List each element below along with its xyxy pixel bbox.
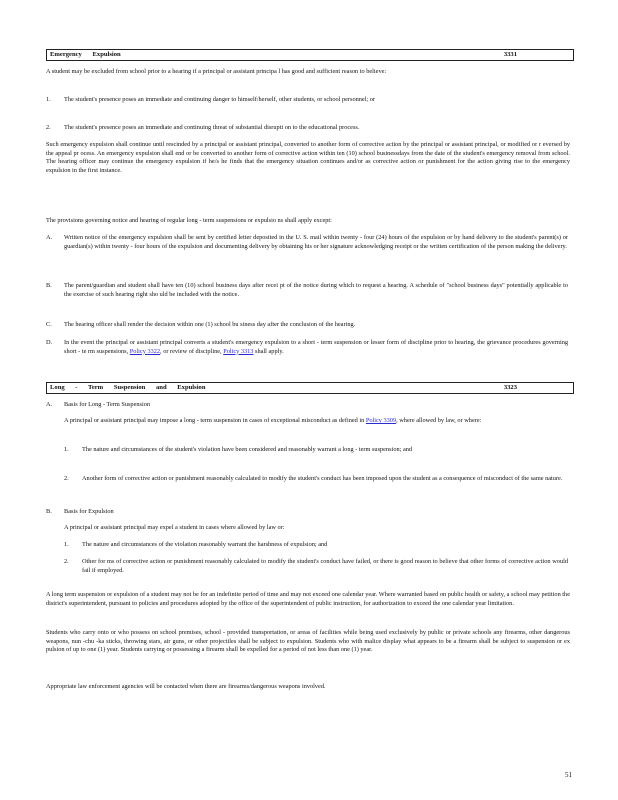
section-code: 3323 — [503, 384, 517, 391]
list-item: The hearing officer shall render the decision within one (1) school bu siness day after the conclusion of the hearing. — [64, 321, 356, 328]
page-number: 51 — [565, 771, 572, 779]
paragraph: A principal or assistant principal may expel a student in cases where allowed by law or: — [64, 524, 285, 531]
list-item — [64, 339, 568, 356]
list-number: 2. — [46, 124, 51, 131]
subsection-title: Basis for Expulsion — [64, 508, 114, 515]
paragraph: A long term suspension or expulsion of a student may not be for an indefinite period of time and may not exceed one calendar year. Where warranted based on public health or safety, a school may petition the district's superintendent, pursuant to policies and procedures adopted by the office of the superintendent of public instruction, for authorization to exceed the one calendar year limitation. — [46, 591, 570, 607]
list-letter: C. — [46, 321, 52, 328]
item-text: , or review of discipline, — [160, 347, 222, 355]
list-item: Other for ms of corrective action or punishment reasonably calculated to modify the student's conduct have failed, or there is good reason to believe that other forms of corrective action would fail if employed. — [82, 558, 568, 574]
policy-3322-link[interactable]: Policy 3322 — [129, 347, 161, 355]
paragraph: Such emergency expulsion shall continue until rescinded by a principal or assistant principal, converted to another form of corrective action by the principal or assistant principal, or modified or r eversed by the appeal pr ocess. An emergency expulsion shall end or be converted to another form of corrective action within ten (10) school businessdays from the date of the student's emergency removal from school. The hearing officer may continue the emergency expulsion if he/s he finds that the emergency situation continues and/or as corrective action or punishment for the action giving rise to the emergency expulsion in the first instance. — [46, 141, 570, 174]
paragraph: The provisions governing notice and hearing of regular long - term suspensions or expulsio ns shall apply except: — [46, 217, 332, 224]
section-header-emergency-expulsion — [46, 49, 574, 61]
list-item: The nature and circumstances of the violation reasonably warrant the harshness of expulsion; and — [82, 541, 328, 548]
paragraph: Appropriate law enforcement agencies will be contacted when there are firearms/dangerous weapons involved. — [46, 683, 326, 690]
list-item: The student's presence poses an immediate and continuing threat of substantial disrupti on to the educational process. — [64, 124, 360, 131]
list-letter: B. — [46, 282, 52, 289]
list-item: Another form of corrective action or punishment reasonably calculated to modify the student's conduct has been imposed upon the student as a consequence of misconduct of the same nature. — [82, 475, 563, 482]
list-letter: A. — [46, 234, 53, 241]
policy-3309-link[interactable]: Policy 3309 — [365, 417, 397, 424]
section-title: Emergency Expulsion — [50, 51, 121, 58]
policy-3313-link[interactable]: Policy 3313 — [223, 347, 254, 355]
paragraph-text: A principal or assistant principal may impose a long - term suspension in cases of exceptional misconduct as defined in — [64, 417, 365, 424]
section-code: 3331 — [503, 51, 517, 58]
list-number: 2. — [64, 475, 69, 482]
subsection-title: Basis for Long - Term Suspension — [64, 401, 151, 408]
item-text: shall apply. — [255, 347, 284, 355]
list-number: 1. — [64, 541, 69, 548]
list-number: 1. — [46, 96, 51, 103]
list-item: The parent/guardian and student shall have ten (10) school business days after recei pt of the notice during which to request a hearing. A schedule of "school business days" potentially applicable to the exercise of such hearing right sho uld be included with the notice. — [64, 282, 568, 298]
list-number: 2. — [64, 558, 69, 565]
paragraph-text: , where allowed by law, or where: — [396, 417, 482, 424]
section-title: Long - Term Suspension and Expulsion — [50, 384, 206, 391]
list-number: 1. — [64, 446, 69, 453]
intro-paragraph: A student may be excluded from school prior to a hearing if a principal or assistant principa l has good and sufficient reason to believe: — [46, 68, 387, 75]
list-item: The nature and circumstances of the student's violation have been considered and reasonably warrant a long - term suspension; and — [82, 446, 413, 453]
paragraph: Students who carry onto or who possess on school premises, school - provided transportation, or areas of facilities while being used exclusively by public or private schools any firearms, other dangerous weapons, nun -chu -ka sticks, throwing stars, air guns, or other projectiles shall be subject to expulsion. Students who with malice display what appears to be a firearm shall be subject to suspension or ex pulsion of up to one (1) year. Students carrying or possessing a firearm shall be expelled for a period of not less than one (1) year. — [46, 629, 570, 654]
list-letter: A. — [46, 401, 53, 408]
item-text: In the event the principal or assistant principal converts a student's emergency expulsion to a short - term suspension or lesser form of discipline prior to hearing, the grievance procedures governing short - te rm suspensions, — [64, 339, 568, 355]
list-item: Written notice of the emergency expulsion shall be sent by certified letter deposited in the U. S. mail within twenty - four (24) hours of the expulsion or by hand delivery to the student's parent(s) or guardian(s) within twenty - four hours of the expulsion and documenting delivery by obtaining his or her signature acknowledging receipt or the written certification of the person making the delivery. — [64, 234, 568, 250]
list-letter: B. — [46, 508, 52, 515]
list-item: The student's presence poses an immediate and continuing danger to himself/herself, other students, or school personnel; or — [64, 96, 376, 103]
section-header-long-term-suspension — [46, 382, 574, 394]
list-letter: D. — [46, 339, 53, 346]
paragraph — [64, 417, 568, 426]
